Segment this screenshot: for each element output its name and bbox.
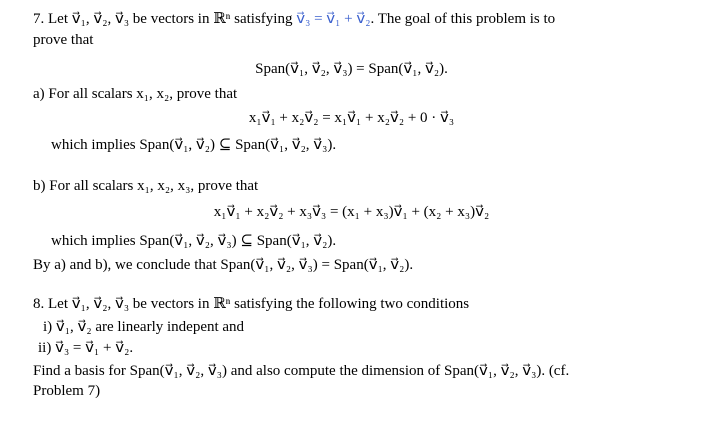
problem-8-task-line2: Problem 7) [33,383,101,399]
part-b-equation: x₁v⃗₁ + x₂v⃗₂ + x₃v⃗₃ = (x₁ + x₃)v⃗₁ + (x₂ + x₃)v⃗₂ [213,204,490,220]
part-a-equation: x₁v⃗₁ + x₂v⃗₂ = x₁v⃗₁ + x₂v⃗₂ + 0 · v⃗₃ [248,110,455,126]
problem-7-intro-text: 7. Let v⃗₁, v⃗₂, v⃗₃ be vectors in ℝⁿ satisfying [33,11,297,27]
problem-8-condition-ii: ii) v⃗₃ = v⃗₁ + v⃗₂. [38,340,134,356]
problem-8-task: Find a basis for Span(v⃗₁, v⃗₂, v⃗₃) and also compute the dimension of Span(v⃗₁, v⃗₂, v⃗₃). (cf. [33,363,570,379]
part-a-implies: which implies Span(v⃗₁, v⃗₂) ⊆ Span(v⃗₁, v⃗₂, v⃗₃). [51,137,337,153]
problem-7-intro-text-end: . The goal of this problem is to [370,11,556,27]
problem-8-condition-i: i) v⃗₁, v⃗₂ are linearly indepent and [43,319,245,335]
part-b-implies: which implies Span(v⃗₁, v⃗₂, v⃗₃) ⊆ Span(v⃗₁, v⃗₂). [51,233,337,249]
problem-7-intro-line2: prove that [33,32,94,48]
problem-7-conclusion: By a) and b), we conclude that Span(v⃗₁, v⃗₂, v⃗₃) = Span(v⃗₁, v⃗₂). [33,257,414,273]
problem-7-condition-equation: v⃗₃ = v⃗₁ + v⃗₂ [296,11,371,27]
part-a-statement: a) For all scalars x₁, x₂, prove that [33,86,238,102]
problem-8-intro: 8. Let v⃗₁, v⃗₂, v⃗₃ be vectors in ℝⁿ satisfying the following two conditions [33,296,470,312]
part-b-statement: b) For all scalars x₁, x₂, x₃, prove that [33,178,259,194]
problem-7-intro [33,10,555,28]
problem-7-goal-equation: Span(v⃗₁, v⃗₂, v⃗₃) = Span(v⃗₁, v⃗₂). [255,61,448,77]
